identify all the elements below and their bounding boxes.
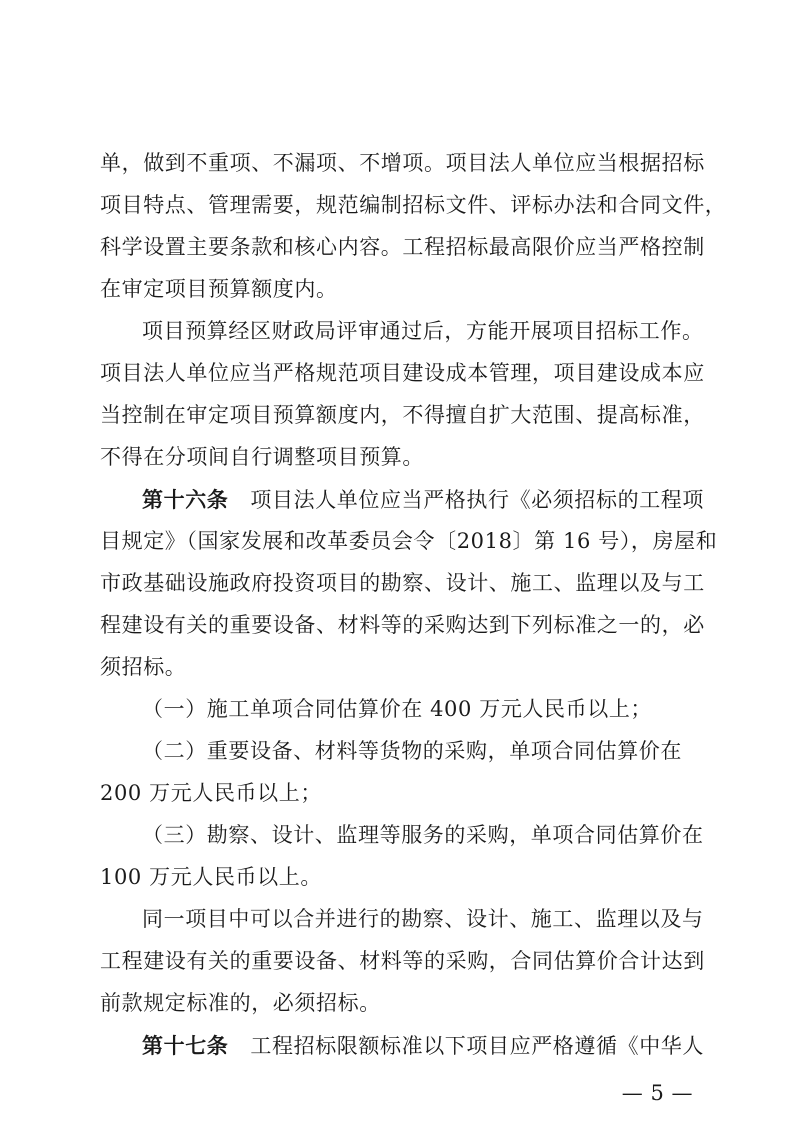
paragraph-line: 项目预算经区财政局评审通过后，方能开展项目招标工作。 — [142, 319, 704, 343]
article-16-heading: 第十六条 — [142, 487, 229, 512]
list-item-2: （二）重要设备、材料等货物的采购，单项合同估算价在 — [142, 739, 682, 763]
article-17-first-line — [142, 1032, 705, 1060]
paragraph-line: 在审定项目预算额度内。 — [100, 277, 338, 301]
article-17-text: 工程招标限额标准以下项目应严格遵循《中华人 — [250, 1034, 705, 1058]
paragraph-line: 前款规定标准的，必须招标。 — [100, 991, 381, 1015]
paragraph-line: 市政基础设施政府投资项目的勘察、设计、施工、监理以及与工 — [100, 571, 705, 595]
article-16-first-line — [142, 486, 705, 514]
paragraph-line: 项目法人单位应当严格规范项目建设成本管理，项目建设成本应 — [100, 361, 705, 385]
paragraph-line: 项目特点、管理需要，规范编制招标文件、评标办法和合同文件， — [100, 193, 727, 217]
paragraph-line: 科学设置主要条款和核心内容。工程招标最高限价应当严格控制 — [100, 235, 705, 259]
paragraph-line: 当控制在审定项目预算额度内，不得擅自扩大范围、提高标准， — [100, 403, 705, 427]
list-item-1: （一）施工单项合同估算价在 400 万元人民币以上； — [142, 697, 653, 721]
paragraph-line: 程建设有关的重要设备、材料等的采购达到下列标准之一的，必 — [100, 613, 705, 637]
paragraph-line: 不得在分项间自行调整项目预算。 — [100, 445, 424, 469]
article-16-text: 项目法人单位应当严格执行《必须招标的工程项 — [250, 488, 705, 512]
paragraph-line: 100 万元人民币以上。 — [100, 865, 322, 889]
paragraph-line: 须招标。 — [100, 655, 187, 679]
paragraph-line: 200 万元人民币以上； — [100, 781, 322, 805]
paragraph-line: 单，做到不重项、不漏项、不增项。项目法人单位应当根据招标 — [100, 151, 705, 175]
paragraph-line: 目规定》（国家发展和改革委员会令〔2018〕第 16 号），房屋和 — [100, 529, 718, 553]
page-number: — 5 — — [621, 1081, 693, 1105]
article-17-heading: 第十七条 — [142, 1033, 229, 1058]
list-item-3: （三）勘察、设计、监理等服务的采购，单项合同估算价在 — [142, 823, 704, 847]
paragraph-line: 工程建设有关的重要设备、材料等的采购，合同估算价合计达到 — [100, 949, 705, 973]
paragraph-line: 同一项目中可以合并进行的勘察、设计、施工、监理以及与 — [142, 907, 704, 931]
